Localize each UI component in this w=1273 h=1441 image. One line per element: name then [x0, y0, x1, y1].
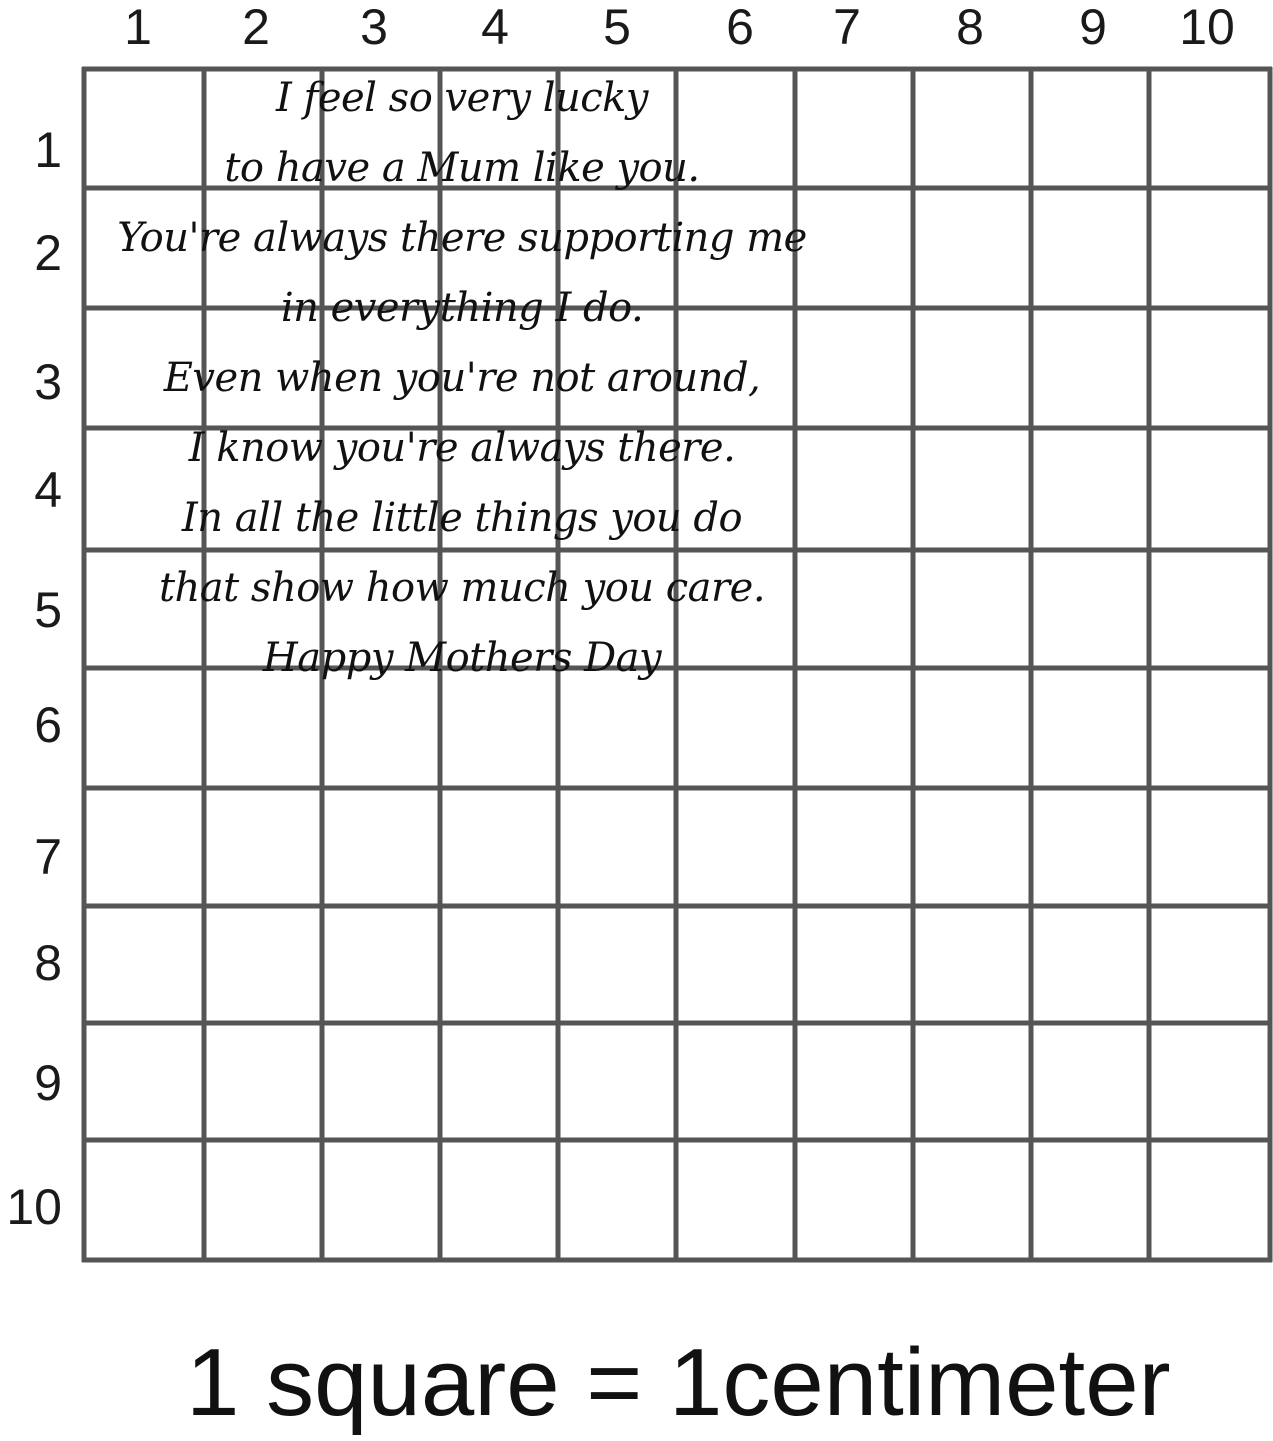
- row-label: 2: [34, 225, 62, 281]
- column-label: 2: [242, 0, 270, 55]
- poem-line: Happy Mothers Day: [262, 635, 662, 681]
- row-label: 7: [34, 829, 62, 885]
- poem-line: In all the little things you do: [181, 495, 743, 541]
- row-label: 8: [34, 935, 62, 991]
- poem-line: You're always there supporting me: [117, 215, 807, 261]
- column-label: 7: [833, 0, 861, 55]
- row-label: 3: [34, 354, 62, 410]
- row-label: 10: [6, 1179, 62, 1235]
- poem-line: I feel so very lucky: [276, 75, 648, 121]
- poem-line: that show how much you care.: [158, 565, 766, 611]
- column-label: 1: [124, 0, 152, 55]
- column-label: 5: [603, 0, 631, 55]
- poem-line: Even when you're not around,: [163, 355, 761, 401]
- poem-text: [82, 68, 842, 698]
- row-label: 1: [34, 122, 62, 178]
- poem-line: in everything I do.: [280, 285, 644, 331]
- row-label: 9: [34, 1055, 62, 1111]
- scale-label: 1 square = 1centimeter: [186, 1329, 1171, 1436]
- column-label: 4: [481, 0, 509, 55]
- column-label: 6: [726, 0, 754, 55]
- poem-line: to have a Mum like you.: [224, 145, 700, 191]
- column-label: 8: [956, 0, 984, 55]
- column-label: 10: [1179, 0, 1235, 55]
- poem-line: I know you're always there.: [188, 425, 736, 471]
- row-label: 4: [34, 462, 62, 518]
- row-label: 6: [34, 697, 62, 753]
- column-label: 3: [360, 0, 388, 55]
- row-label: 5: [34, 582, 62, 638]
- column-label: 9: [1079, 0, 1107, 55]
